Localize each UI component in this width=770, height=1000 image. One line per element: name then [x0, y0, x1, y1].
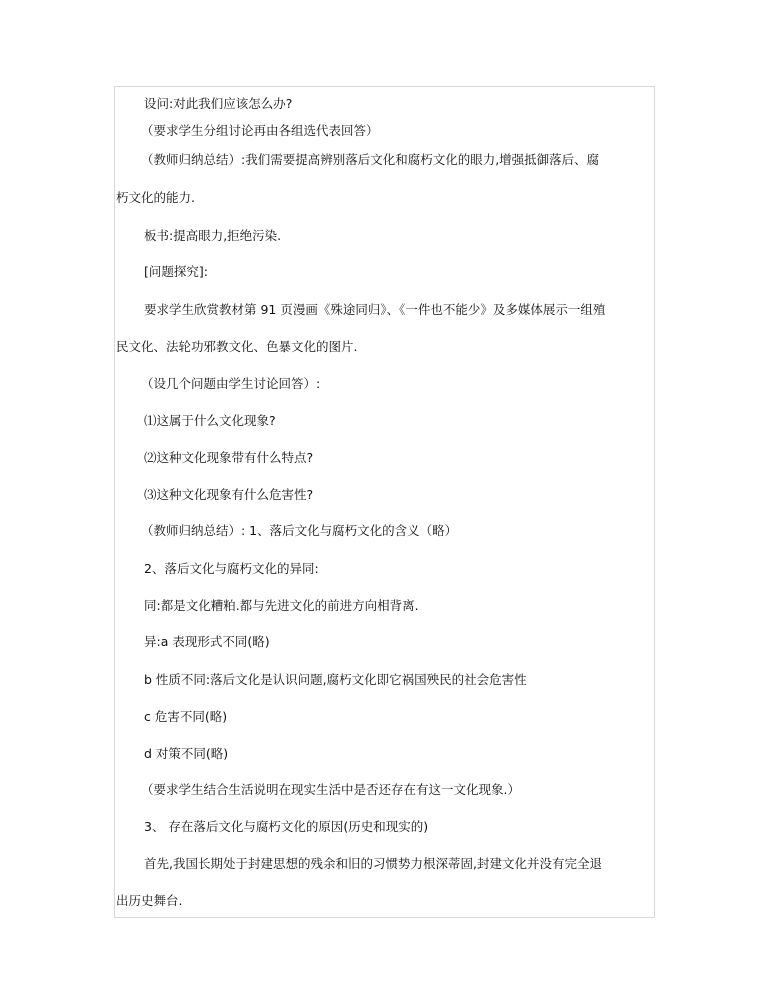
- similarity-line: 同:都是文化糟粕.都与先进文化的前进方向相背离.: [144, 598, 419, 613]
- exploration-task-continuation: 民文化、法轮功邪教文化、色暴文化的图片.: [116, 339, 358, 354]
- problem-exploration-heading: [问题探究]:: [144, 264, 208, 279]
- difference-a-line: 异:a 表现形式不同(略): [144, 634, 270, 649]
- real-life-prompt-line: （要求学生结合生活说明在现实生活中是否还存在有这一文化现象.）: [141, 782, 520, 797]
- discussion-prompt-line: （设几个问题由学生讨论回答）:: [141, 376, 321, 391]
- exploration-task-line: 要求学生欣赏教材第 91 页漫画《殊途同归》、《一件也不能少》及多媒体展示一组殖: [144, 302, 606, 317]
- summary-point-2-heading: 2、落后文化与腐朽文化的异同:: [144, 561, 319, 576]
- teacher-summary-continuation: 朽文化的能力.: [116, 190, 195, 205]
- question-item-3: ⑶这种文化现象有什么危害性?: [144, 487, 314, 502]
- difference-d-line: d 对策不同(略): [144, 746, 229, 761]
- blackboard-line: 板书:提高眼力,拒绝污染.: [144, 228, 282, 243]
- reason-first-line: 首先,我国长期处于封建思想的残余和旧的习惯势力根深蒂固,封建文化并没有完全退: [144, 856, 602, 871]
- question-item-1: ⑴这属于什么文化现象?: [144, 413, 276, 428]
- reason-first-continuation: 出历史舞台.: [116, 893, 183, 908]
- teacher-summary-line: （教师归纳总结）:我们需要提高辨别落后文化和腐朽文化的眼力,增强抵御落后、腐: [141, 152, 600, 167]
- difference-b-line: b 性质不同:落后文化是认识问题,腐朽文化即它祸国殃民的社会危害性: [144, 672, 527, 687]
- teacher-summary-point-1: （教师归纳总结）: 1、落后文化与腐朽文化的含义（略）: [141, 523, 458, 538]
- difference-c-line: c 危害不同(略): [144, 709, 228, 724]
- summary-point-3-heading: 3、 存在落后文化与腐朽文化的原因(历史和现实的): [144, 819, 429, 834]
- question-item-2: ⑵这种文化现象带有什么特点?: [144, 450, 314, 465]
- question-line: 设问:对此我们应该怎么办?: [144, 96, 293, 111]
- instruction-line: （要求学生分组讨论再由各组选代表回答）: [141, 123, 379, 138]
